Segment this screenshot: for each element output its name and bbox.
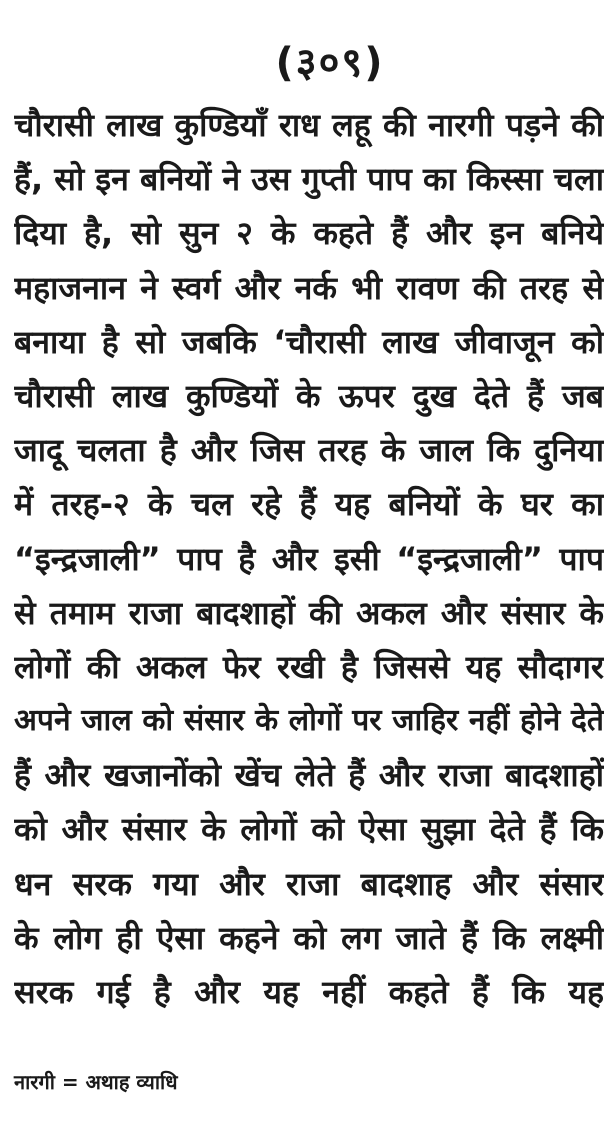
text-line: के लोग ही ऐसा कहने को लग जाते हैं कि लक्ष्मी (14, 918, 604, 957)
text-line: अपने जाल को संसार के लोगों पर जाहिर नहीं होने देते (14, 703, 604, 739)
text-line: को और संसार के लोगों को ऐसा सुझा देते हैं कि (14, 810, 604, 849)
text-line: चौरासी लाख कुण्डियाँ राध लहू की नारगी पड़ने की (14, 106, 604, 144)
body-text (14, 98, 604, 1019)
text-line: बनाया है सो जबकि ‘चौरासी लाख जीवाजून को (14, 322, 604, 361)
text-line: हैं और खजानोंको खेंच लेते हैं और राजा बादशाहों (14, 756, 604, 795)
text-line: सरक गई है और यह नहीं कहते हैं कि यह (14, 973, 604, 1011)
text-line: हैं, सो इन बनियों ने उस गुप्ती पाप का किस्सा चला (14, 160, 604, 199)
text-line: लोगों की अकल फेर रखी है जिससे यह सौदागर (14, 647, 604, 686)
text-line: से तमाम राजा बादशाहों की अकल और संसार के (14, 593, 604, 632)
text-line: दिया है, सो सुन २ के कहते हैं और इन बनिये (14, 214, 604, 253)
text-line: जादू चलता है और जिस तरह के जाल कि दुनिया (14, 431, 604, 470)
text-line: चौरासी लाख कुण्डियों के ऊपर दुख देते हैं जब (14, 376, 604, 415)
text-line: धन सरक गया और राजा बादशाह और संसार (14, 864, 604, 903)
text-line: में तरह-२ के चल रहे हैं यह बनियों के घर का (14, 485, 604, 524)
text-line: “इन्द्रजाली” पाप है और इसी “इन्द्रजाली” पाप (14, 539, 604, 578)
page-number: (३०९) (275, 40, 385, 86)
text-line: महाजनान ने स्वर्ग और नर्क भी रावण की तरह से (14, 268, 604, 307)
footnote: नारगी = अथाह व्याधि (14, 1070, 178, 1094)
